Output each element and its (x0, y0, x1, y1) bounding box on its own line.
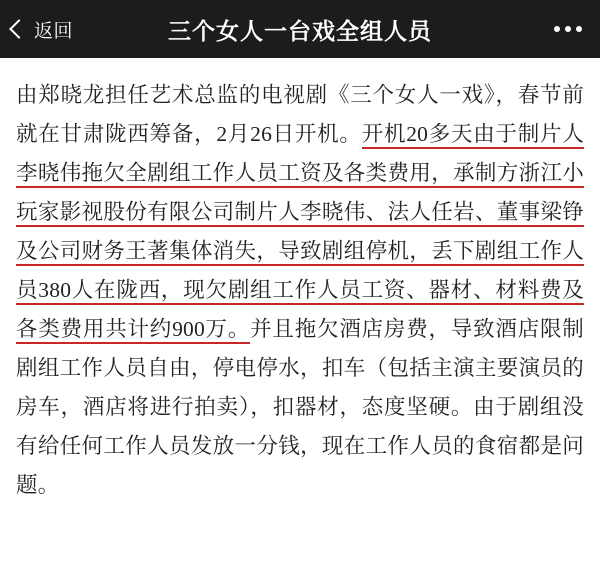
text-segment: 并且拖欠酒店房费，导致酒店限制剧组工作人员自由，停电停水，扣车（包括主演主要演员的房车，酒店将进行拍卖），扣器材，态度坚硬。由于剧组没有给任何工作人员发放一分钱，现在工作人员的食宿都是问题。 (16, 317, 584, 497)
navigation-bar (0, 0, 600, 58)
highlighted-text-segment: 开机20多天由于制片人李晓伟拖欠全剧组工作人员工资及各类费用，承制方浙江小玩家影视股份有限公司制片人李晓伟、法人任岩、董事梁铮及公司财务王著集体消失，导致剧组停机，丢下剧组工作人员380人在陇西，现欠剧组工作人员工资、器材、材料费及各类费用共计约900万。 (16, 122, 584, 344)
more-dots-icon (554, 26, 560, 32)
article-body (0, 58, 600, 574)
text-segment: 由郑晓龙担任艺术总监的电视剧《三个女人一戏》，春节前就在甘肃陇西筹备，2月26日开机。 (16, 83, 584, 146)
page-title: 三个女人一台戏全组人员 (168, 17, 432, 44)
article-paragraph (16, 76, 584, 505)
more-options-button[interactable] (554, 26, 600, 32)
back-button-label: 返回 (34, 20, 74, 42)
more-dots-icon (576, 26, 582, 32)
back-button[interactable] (0, 16, 73, 43)
more-dots-icon (565, 26, 571, 32)
chevron-left-icon (9, 19, 29, 39)
